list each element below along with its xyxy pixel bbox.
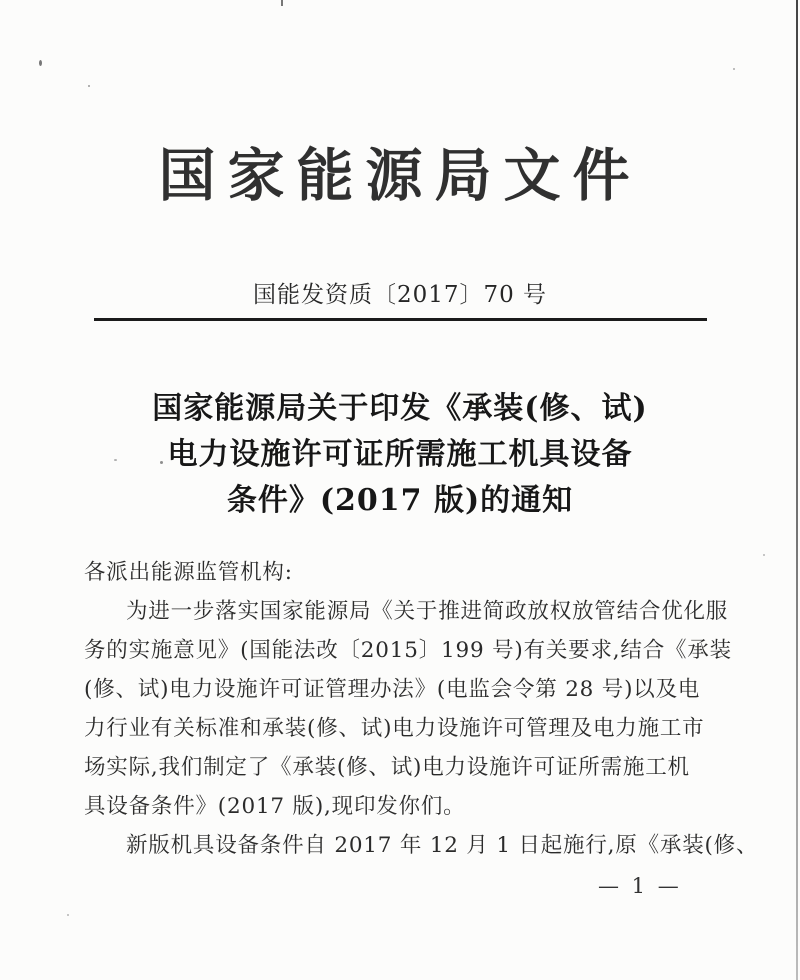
body-line: 新版机具设备条件自 2017 年 12 月 1 日起施行,原《承装(修、 — [126, 833, 759, 858]
agency-masthead-title: 国家能源局文件 — [158, 142, 642, 209]
scan-speck — [733, 68, 735, 70]
scan-speck — [281, 0, 283, 6]
body-line: 场实际,我们制定了《承装(修、试)电力设施许可证所需施工机 — [84, 755, 690, 780]
body-line: 具设备条件》(2017 版),现印发你们。 — [84, 794, 466, 819]
document-subject-title — [0, 386, 800, 524]
masthead-divider-rule — [94, 318, 707, 321]
scan-speck — [39, 60, 42, 66]
scan-speck — [763, 554, 765, 556]
body-line: 为进一步落实国家能源局《关于推进简政放权放管结合优化服 — [126, 599, 729, 624]
subject-title-line: 电力设施许可证所需施工机具设备 — [167, 437, 633, 472]
scan-speck — [67, 914, 69, 916]
body-line: 力行业有关标准和承装(修、试)电力设施许可管理及电力施工市 — [84, 716, 705, 741]
document-body — [84, 553, 759, 865]
salutation-line: 各派出能源监管机构: — [84, 560, 293, 585]
body-line: (修、试)电力设施许可证管理办法》(电监会令第 28 号)以及电 — [84, 677, 701, 702]
subject-title-line: 国家能源局关于印发《承装(修、试) — [152, 391, 648, 426]
document-reference-number: 国能发资质〔2017〕70 号 — [252, 282, 548, 308]
scan-speck — [88, 85, 90, 87]
body-line: 务的实施意见》(国能法改〔2015〕199 号)有关要求,结合《承装 — [84, 638, 732, 663]
subject-title-line: 条件》(2017 版)的通知 — [226, 483, 574, 518]
page-number: — 1 — — [598, 874, 682, 898]
